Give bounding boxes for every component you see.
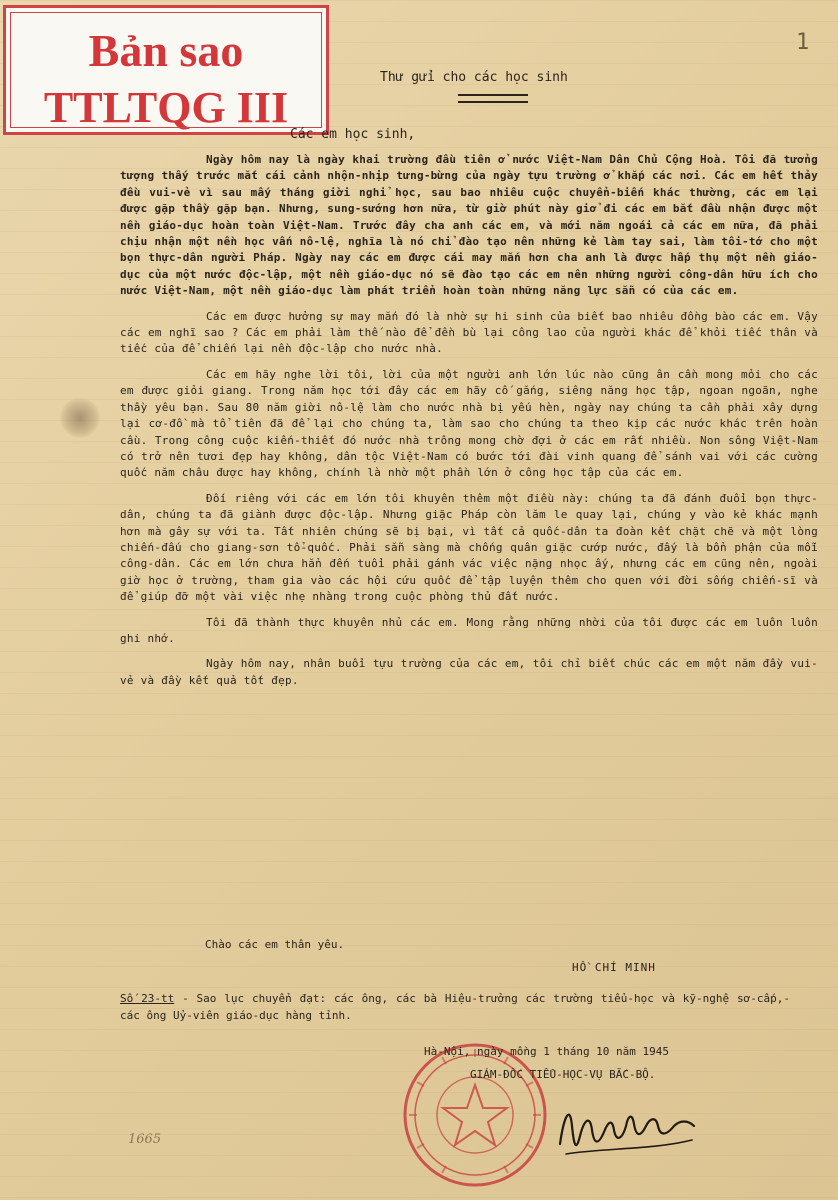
letter-paragraph: Tôi đã thành thực khuyên nhủ các em. Mong rằng những nhời của tôi được các em luôn luôn ghi nhớ. [120,615,818,645]
letter-body [120,152,818,698]
copy-stamp [3,5,329,135]
letter-paragraph: Đối riêng với các em lớn tôi khuyên thêm một điều này: chúng ta đã đánh đuổi bọn thực-dân, chúng ta đã giành được độc-lập. Nhưng giặc Pháp còn lăm le quay lại, chúng y vào kẻ khác mạnh hơn mà gây sự với ta. Tất nhiên chúng sẽ bị bại, vì tất cả quốc-dân ta đoàn kết chặt chẽ và một lòng chiến-đấu cho giang-sơn tổ-quốc. Phải sẵn sàng mà chống quân giặc cướp nước, đấy là bổn phận của mỗi công-dân. Các em lớn chưa hẳn đến tuổi phải gánh vác việc nặng nhọc ấy, nhưng các em cũng nên, ngoài giờ học ở trường, tham gia vào các hội cứu quốc để tập luyện thêm cho quen với đời sống chiến-sĩ và để giúp đỡ một vài việc nhẹ nhàng trong cuộc phòng thủ đất nước. [120,491,818,604]
director-title: GIÁM-ĐỐC TIỂU-HỌC-VỤ BẮC-BỘ. [470,1068,656,1081]
official-red-seal [400,1040,550,1190]
letter-signer: HỒ CHÍ MINH [572,961,656,974]
title-underline [458,94,528,103]
letter-paragraph: Các em được hưởng sự may mắn đó là nhờ sự hi sinh của biết bao nhiêu đồng bào các em. Vậy các em nghĩ sao ? Các em phải làm thế nào để đền bù lại công lao của người khác để khỏi tiếc thân và tiếc của để chiến lại nền độc-lập cho nước nhà. [120,309,818,356]
notice-reference: Số 23-tt [120,992,175,1005]
archive-number: 1665 [128,1132,162,1147]
letter-salutation: Chào các em thân yêu. [205,938,345,951]
letter-greeting: Các em học sinh, [290,127,416,142]
copy-stamp-line2: TTLTQG III [43,83,289,132]
director-signature [552,1096,702,1160]
notice-text: - Sao lục chuyển đạt: các ông, các bà Hiệu-trưởng các trường tiểu-học và kỹ-nghệ sơ-cấp,- các ông Uỷ-viên giáo-dục hàng tỉnh. [120,992,790,1022]
letter-title: Thư gửi cho các học sinh [380,70,568,85]
letter-paragraph: Các em hãy nghe lời tôi, lời của một người anh lớn lúc nào cũng ân cần mong mỏi cho các em được giỏi giang. Trong năm học tới đây các em hãy cố gắng, siêng năng học tập, ngoan ngoãn, nghe thầy yêu bạn. Sau 80 năm giời nô-lệ làm cho nước nhà bị yếu hèn, ngày nay chúng ta cần phải xây dựng lại cơ-đồ mà tổ tiên đã để lại cho chúng ta, làm sao cho chúng ta theo kịp các nước khác trên hoàn cầu. Trong công cuộc kiến-thiết đó nước nhà trông mong chờ đợi ở các em rất nhiều. Non sông Việt-Nam có trở nên tươi đẹp hay không, dân tộc Việt-Nam có bước tới đài vinh quang để sánh vai với các cường quốc năm châu được hay không, chính là nhờ một phần lớn ở công học tập của các em. [120,367,818,480]
page-number: 1 [796,30,810,55]
copy-stamp-line1: Bản sao [88,25,244,76]
letter-paragraph: Ngày hôm nay là ngày khai trường đầu tiên ở nước Việt-Nam Dân Chủ Cộng Hoà. Tôi đã tưởng tượng thấy trước mắt cái cảnh nhộn-nhịp tưng-bừng của ngày tựu trường ở khắp các nơi. Các em hết thảy đều vui-vẻ vì sau mấy tháng giời nghỉ học, sau bao nhiêu cuộc chuyển-biến khác thường, các em lại được gặp thầy gặp bạn. Nhưng, sung-sướng hơn nữa, từ giờ phút này giở đi các em bắt đầu nhận được một nền giáo-dục hoàn toàn Việt-Nam. Trước đây cha anh các em, và mới năm ngoái cả các em nữa, đã phải chịu nhận một nền học vấn nô-lệ, nghĩa là nó chỉ đào tạo nên những kẻ làm tay sai, làm tôi-tớ cho một bọn thực-dân người Pháp. Ngày nay các em được cái may mắn hơn cha anh là được hấp thụ một nền giáo-dục của một nước độc-lập, một nền giáo-dục nó sẽ đào tạo các em nên những người công-dân hữu ích cho nước Việt-Nam, một nền giáo-dục làm phát triển hoàn toàn những năng lực sẵn có của các em. [120,153,818,298]
place-and-date: Hà-Nội, ngày mồng 1 tháng 10 năm 1945 [424,1045,670,1058]
transmittal-notice [120,990,790,1024]
letter-paragraph: Ngày hôm nay, nhân buổi tựu trường của các em, tôi chỉ biết chúc các em một năm đầy vui-vẻ và đầy kết quả tốt đẹp. [120,657,818,687]
ink-stain [60,398,100,438]
